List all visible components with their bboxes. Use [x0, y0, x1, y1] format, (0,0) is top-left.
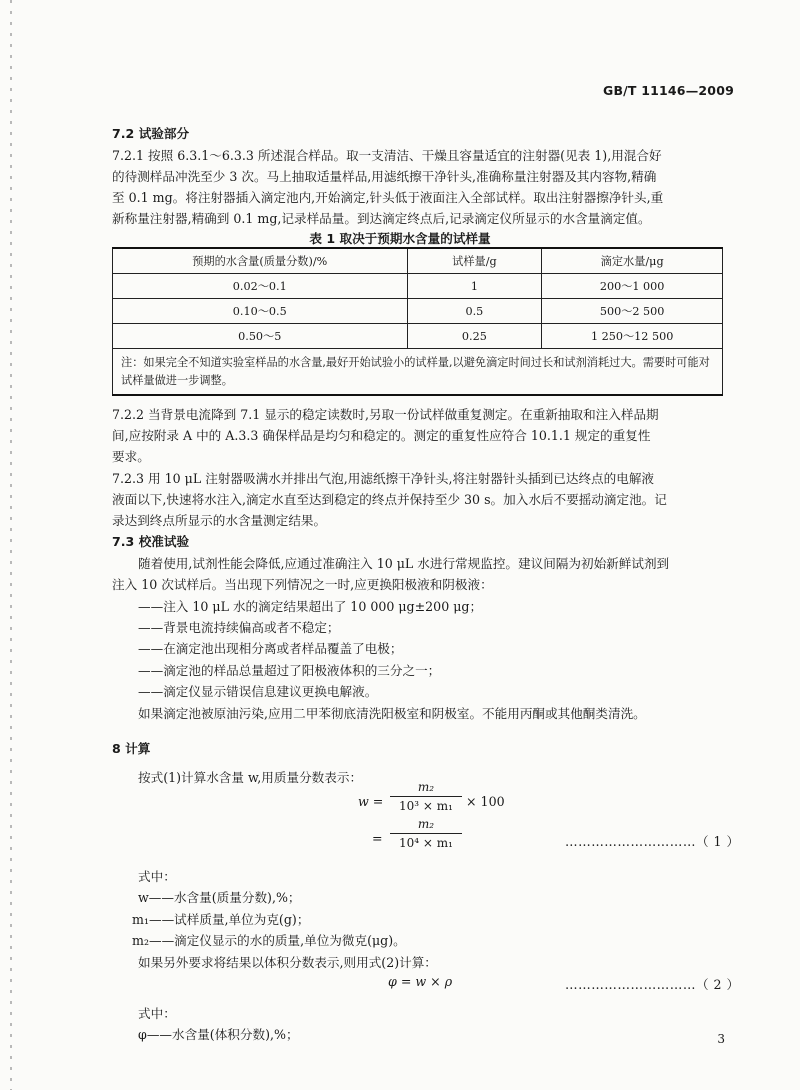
- table-cell: 0.10～0.5: [113, 299, 408, 324]
- table-row: [113, 324, 723, 349]
- eq1-fraction-1: [390, 780, 462, 813]
- table-row: [113, 274, 723, 299]
- table-cell: 1: [407, 274, 542, 299]
- para-7-2-1-line: 7.2.1 按照 6.3.1～6.3.3 所述混合样品。取一支清洁、干燥且容量适宜的注射器(见表 1),用混合好: [112, 148, 662, 163]
- binding-margin-dots: [10, 0, 12, 1090]
- table-header-cell: 试样量/g: [407, 248, 542, 274]
- fraction-bar: [390, 796, 462, 797]
- list-item: ——滴定池的样品总量超过了阳极液体积的三分之一；: [138, 663, 441, 678]
- eq2-number: …………………………（ 2 ）: [565, 977, 740, 992]
- para-7-2-2-line: 要求。: [112, 449, 150, 464]
- table-note-row: [113, 349, 723, 396]
- table-note: 注：如果完全不知道实验室样品的水含量,最好开始试验小的试样量,以避免滴定时间过长和试剂消耗过大。需要时可能对试样量做进一步调整。: [113, 349, 723, 396]
- fraction-bar: [390, 833, 462, 834]
- para-volume-fraction: 如果另外要求将结果以体积分数表示,则用式(2)计算：: [138, 955, 437, 970]
- table-1-caption: 表 1 取决于预期水含量的试样量: [309, 231, 491, 246]
- eq1-numerator-1: m₂: [417, 780, 435, 794]
- list-item: ——背景电流持续偏高或者不稳定；: [138, 620, 340, 635]
- section-8-title: 8 计算: [112, 741, 151, 756]
- para-7-2-2-line: 7.2.2 当背景电流降到 7.1 显示的稳定读数时,另取一份试样做重复测定。在重新抽取和注入样品期: [112, 407, 659, 422]
- table-cell: 200～1 000: [542, 274, 723, 299]
- eq1-numerator-2: m₂: [417, 817, 435, 831]
- table-1: [112, 247, 723, 396]
- para-7-3-line: 注入 10 次试样后。当出现下列情况之一时,应更换阳极液和阴极液：: [112, 577, 493, 592]
- where-label-2: 式中：: [138, 1006, 176, 1021]
- standard-number: GB/T 11146—2009: [602, 83, 734, 98]
- table-cell: 0.50～5: [113, 324, 408, 349]
- para-8-intro: 按式(1)计算水含量 w,用质量分数表示：: [138, 770, 363, 785]
- para-7-2-2-line: 间,应按附录 A 中的 A.3.3 确保样品是均匀和稳定的。测定的重复性应符合 10.1.1 规定的重复性: [112, 428, 651, 443]
- table-row: [113, 299, 723, 324]
- list-item: ——注入 10 μL 水的滴定结果超出了 10 000 μg±200 μg；: [138, 599, 483, 614]
- para-7-2-3-line: 液面以下,快速将水注入,滴定水直至达到稳定的终点并保持至少 30 s。加入水后不要摇动滴定池。记: [112, 492, 667, 507]
- eq1-fraction-2: [390, 817, 462, 850]
- variable-definition: φ——水含量(体积分数),%；: [138, 1027, 299, 1042]
- para-7-2-1-line: 至 0.1 mg。将注射器插入滴定池内,开始滴定,针头低于液面注入全部试样。取出注射器擦净针头,重: [112, 190, 664, 205]
- para-7-2-1-line: 的待测样品冲洗至少 3 次。马上抽取适量样品,用滤纸擦干净针头,准确称量注射器及其内容物,精确: [112, 169, 657, 184]
- eq1-tail: × 100: [466, 794, 505, 809]
- table-cell: 0.5: [407, 299, 542, 324]
- eq1-lhs: w =: [358, 794, 384, 809]
- table-cell: 500～2 500: [542, 299, 723, 324]
- table-header-cell: 预期的水含量(质量分数)/%: [113, 248, 408, 274]
- variable-definition: m₁——试样质量,单位为克(g)；: [132, 912, 310, 927]
- section-7-3-title: 7.3 校准试验: [112, 534, 190, 549]
- table-cell: 0.25: [407, 324, 542, 349]
- para-7-2-3-line: 录达到终点所显示的水含量测定结果。: [112, 513, 327, 528]
- list-item: ——在滴定池出现相分离或者样品覆盖了电极；: [138, 641, 403, 656]
- eq2-expression: φ = w × ρ: [388, 974, 453, 989]
- table-cell: 1 250～12 500: [542, 324, 723, 349]
- where-label-1: 式中：: [138, 869, 176, 884]
- variable-definition: m₂——滴定仪显示的水的质量,单位为微克(μg)。: [132, 933, 406, 948]
- para-7-3-closing: 如果滴定池被原油污染,应用二甲苯彻底清洗阳极室和阴极室。不能用丙酮或其他酮类清洗。: [138, 706, 646, 721]
- table-header-cell: 滴定水量/μg: [542, 248, 723, 274]
- eq1-equals: =: [372, 831, 383, 846]
- page-number: 3: [717, 1032, 725, 1046]
- eq1-denominator-2: 10⁴ × m₁: [399, 836, 453, 850]
- section-7-2-title: 7.2 试验部分: [112, 126, 190, 141]
- variable-definition: w——水含量(质量分数),%；: [138, 890, 301, 905]
- table-cell: 0.02～0.1: [113, 274, 408, 299]
- para-7-3-line: 随着使用,试剂性能会降低,应通过准确注入 10 μL 水进行常规监控。建议间隔为初始新鲜试剂到: [138, 556, 670, 571]
- eq1-denominator-1: 10³ × m₁: [399, 799, 453, 813]
- list-item: ——滴定仪显示错误信息建议更换电解液。: [138, 684, 378, 699]
- table-header-row: [113, 248, 723, 274]
- eq1-number: …………………………（ 1 ）: [565, 834, 740, 849]
- para-7-2-1-line: 新称量注射器,精确到 0.1 mg,记录样品量。到达滴定终点后,记录滴定仪所显示的水含量滴定值。: [112, 211, 651, 226]
- para-7-2-3-line: 7.2.3 用 10 μL 注射器吸满水并排出气泡,用滤纸擦干净针头,将注射器针头插到已达终点的电解液: [112, 471, 655, 486]
